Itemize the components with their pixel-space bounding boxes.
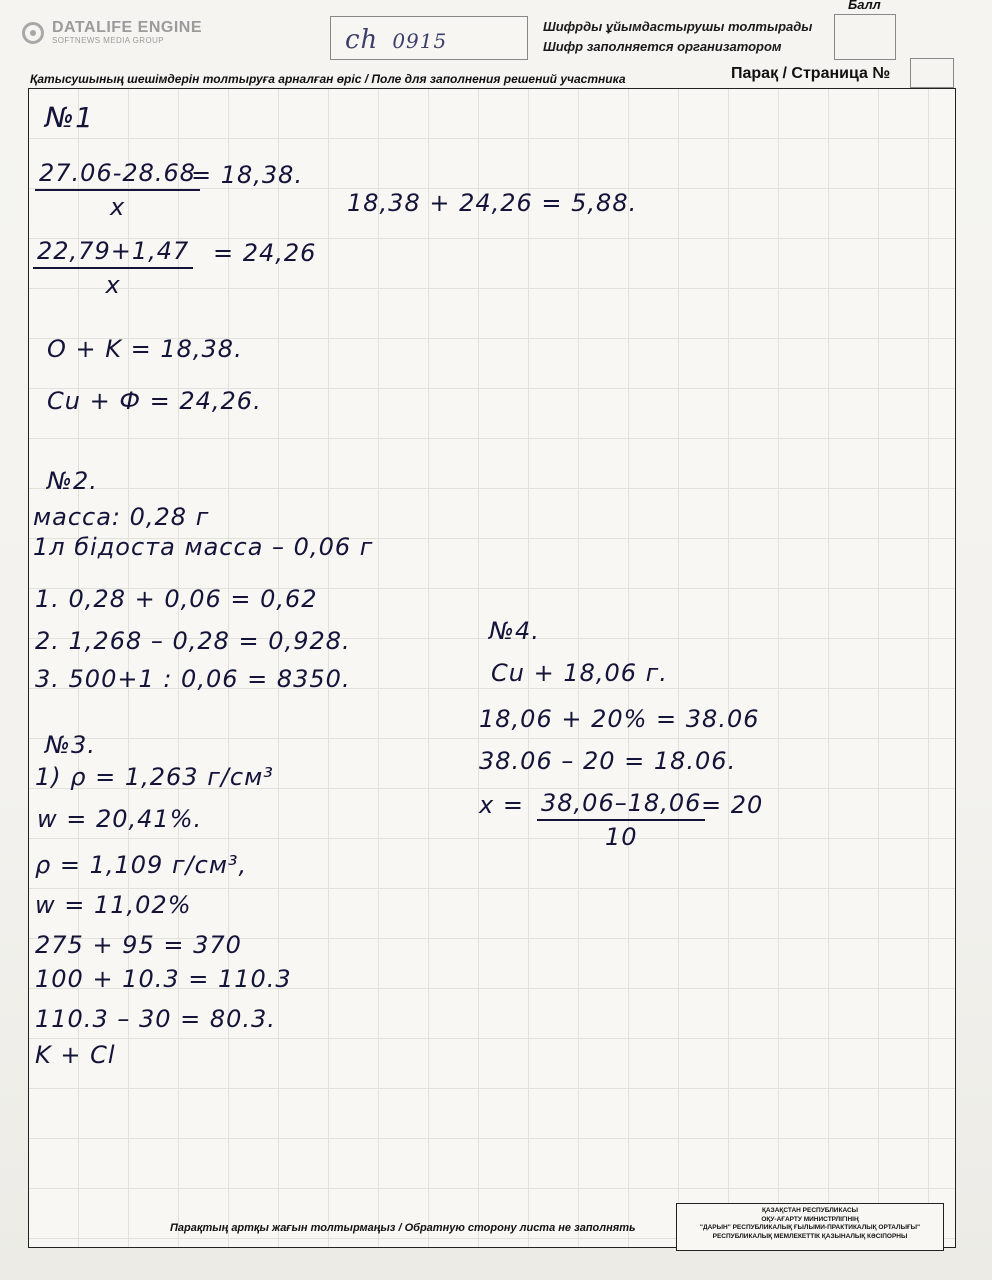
task1-fraction-2 <box>33 237 193 299</box>
task2-line-2: 1л бідоста масса – 0,06 г <box>33 533 374 561</box>
cipher-number: 0915 <box>392 29 448 53</box>
task4-frac-denominator: 10 <box>604 823 638 851</box>
task3-line-7: 110.3 – 30 = 80.3. <box>35 1005 276 1033</box>
organizer-stamp <box>676 1203 944 1251</box>
task3-line-6: 100 + 10.3 = 110.3 <box>35 965 292 993</box>
task1-frac2-result: = 24,26 <box>213 239 317 267</box>
datalife-logo-icon <box>22 22 44 44</box>
task4-heading: №4. <box>489 617 540 645</box>
task4-frac-numerator: 38,06–18,06 <box>537 789 705 821</box>
task1-side-equation: 18,38 + 24,26 = 5,88. <box>347 189 638 217</box>
task1-frac1-result: = 18,38. <box>191 161 304 189</box>
task3-line-1: 1) ρ = 1,263 г/см³ <box>35 763 274 791</box>
task3-heading: №3. <box>45 731 96 759</box>
task1-frac2-denominator: x <box>105 271 121 299</box>
watermark-logo <box>22 20 202 46</box>
cipher-box <box>330 16 528 60</box>
task1-line-1: O + K = 18,38. <box>47 335 243 363</box>
solution-field <box>28 88 956 1248</box>
task4-frac-result: = 20 <box>701 791 764 819</box>
task1-frac1-denominator: x <box>109 193 126 221</box>
task2-line-1: масса: 0,28 г <box>33 503 210 531</box>
stamp-line-2: ОҚУ-АҒАРТУ МИНИСТРЛІГІНІҢ <box>761 1215 859 1223</box>
task3-line-5: 275 + 95 = 370 <box>35 931 242 959</box>
task3-line-3: ρ = 1,109 г/см³, <box>35 851 248 879</box>
task1-frac1-numerator: 27.06-28.68 <box>35 159 200 191</box>
task2-line-3: 1. 0,28 + 0,06 = 0,62 <box>35 585 318 613</box>
cipher-note-ru: Шифр заполняется организатором <box>543 39 782 54</box>
task4-line-2: 18,06 + 20% = 38.06 <box>479 705 760 733</box>
stamp-line-4: РЕСПУБЛИКАЛЫҚ МЕМЛЕКЕТТІК ҚАЗЫНАЛЫҚ КӘСІПОРНЫ <box>712 1232 908 1240</box>
task1-frac2-numerator: 22,79+1,47 <box>33 237 193 269</box>
field-label: Қатысушының шешімдерін толтыруға арналған өріс / Поле для заполнения решений участника <box>30 72 626 86</box>
task2-line-5: 3. 500+1 : 0,06 = 8350. <box>35 665 351 693</box>
score-box <box>834 14 896 60</box>
task4-line-3: 38.06 – 20 = 18.06. <box>479 747 737 775</box>
task1-heading: №1 <box>45 101 94 134</box>
cipher-prefix: ch <box>345 25 379 55</box>
cipher-note <box>543 17 812 57</box>
task2-line-4: 2. 1,268 – 0,28 = 0,928. <box>35 627 351 655</box>
task2-heading: №2. <box>47 467 98 495</box>
stamp-line-1: ҚАЗАҚСТАН РЕСПУБЛИКАСЫ <box>761 1207 859 1214</box>
page-number-box <box>910 58 954 88</box>
task1-line-2: Cu + Ф = 24,26. <box>47 387 262 415</box>
task4-line-1: Cu + 18,06 г. <box>491 659 668 687</box>
watermark-title: DATALIFE ENGINE <box>52 19 203 36</box>
task1-fraction-1 <box>35 159 200 221</box>
footer-note: Парақтың артқы жағын толтырмаңыз / Обратную сторону листа не заполнять <box>170 1222 636 1234</box>
task3-line-2: w = 20,41%. <box>37 805 203 833</box>
cipher-handwritten <box>345 25 447 55</box>
task4-fraction <box>537 789 705 851</box>
watermark-subtitle: SOFTNEWS MEDIA GROUP <box>52 36 165 45</box>
cipher-note-kz: Шифрды ұйымдастырушы толтырады <box>543 19 813 34</box>
task4-x-label: x = <box>479 791 524 819</box>
task3-line-8: K + Cl <box>35 1041 116 1069</box>
score-label: Балл <box>848 0 881 12</box>
page-label: Парақ / Страница № <box>731 65 891 82</box>
task3-line-4: w = 11,02% <box>35 891 192 919</box>
stamp-line-3: "ДАРЫН" РЕСПУБЛИКАЛЫҚ ҒЫЛЫМИ-ПРАКТИКАЛЫҚ ОРТАЛЫҒЫ" <box>699 1224 921 1231</box>
